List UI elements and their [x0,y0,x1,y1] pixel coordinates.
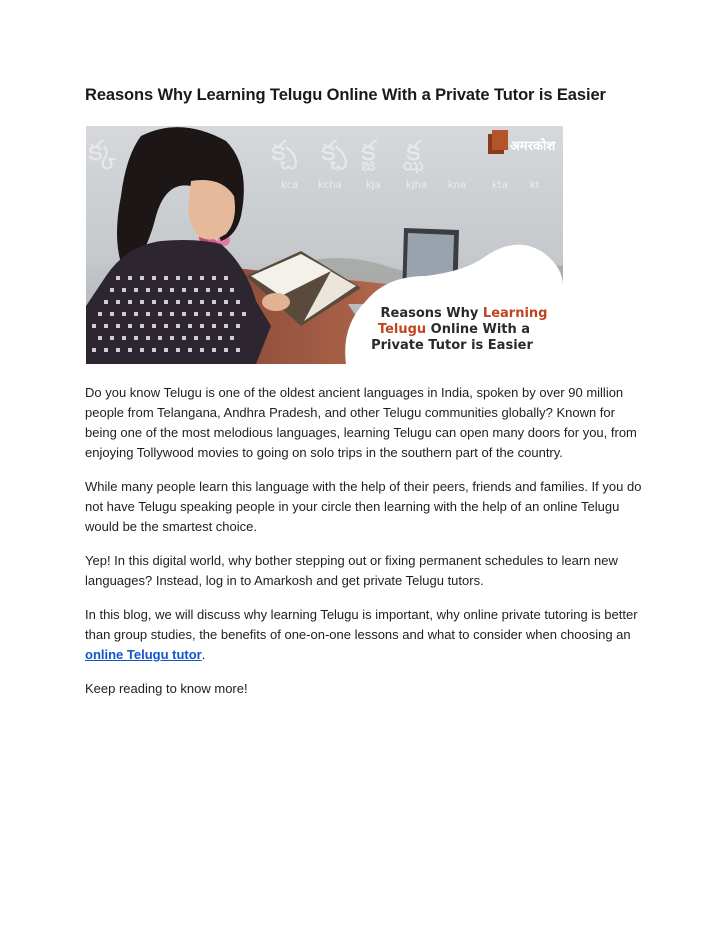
roman-1: kcha [318,180,342,191]
glyph-4: క్ఝ [406,134,421,167]
online-telugu-tutor-link[interactable]: online Telugu tutor [85,647,202,662]
glyph-0: క్క [88,134,117,167]
roman-2: kja [366,180,381,191]
glyph-2: క్ఛ [321,134,347,167]
banner-line-3: Private Tutor is Easier [371,338,533,353]
paragraph-blog-overview-end: . [201,647,206,662]
roman-5: kta [492,180,508,191]
banner-line-2-highlight: Telugu [377,322,427,337]
brand-logo-text: अमरकोश [510,139,556,154]
hero-illustration [86,126,563,364]
roman-6: kt [530,180,540,191]
banner-line-1-prefix: Reasons Why [380,306,483,321]
paragraph-keep-reading: Keep reading to know more! [85,681,248,696]
paragraph-blog-overview-text: In this blog, we will discuss why learning Telugu is important, why online private tutoring is better than group studies, the benefits of one-on-one lessons and what to consider when choosing an [85,607,638,642]
banner-line-1-highlight: Learning [482,306,548,321]
banner-line-2-suffix: Online With a [426,322,531,337]
roman-0: kca [281,180,299,191]
article-body [85,383,645,713]
page-title: Reasons Why Learning Telugu Online With a Private Tutor is Easier [85,86,606,104]
roman-4: kna [448,180,467,191]
paragraph-intro: Do you know Telugu is one of the oldest ancient languages in India, spoken by over 90 million people from Telangana, Andhra Pradesh, and other Telugu communities globally? Known for being one of the most melodious languages, learning Telugu can open many doors for you, from enjoying Tollywood movies to going on solo trips in the southern part of the country. [85,385,637,460]
hero-image [86,126,563,364]
glyph-3: క్జ [361,134,376,167]
banner-line-2 [378,322,530,337]
paragraph-blog-overview [85,605,645,665]
paragraph-digital-world: Yep! In this digital world, why bother stepping out or fixing permanent schedules to learn new languages? Instead, log in to Amarkosh and get private Telugu tutors. [85,553,618,588]
glyph-1: క్చ [271,134,297,167]
roman-3: kjha [406,180,428,191]
banner-line-1 [381,306,548,321]
paragraph-peers: While many people learn this language with the help of their peers, friends and families. If you do not have Telugu speaking people in your circle then learning with the help of an online Telugu would be the smartest choice. [85,479,642,534]
